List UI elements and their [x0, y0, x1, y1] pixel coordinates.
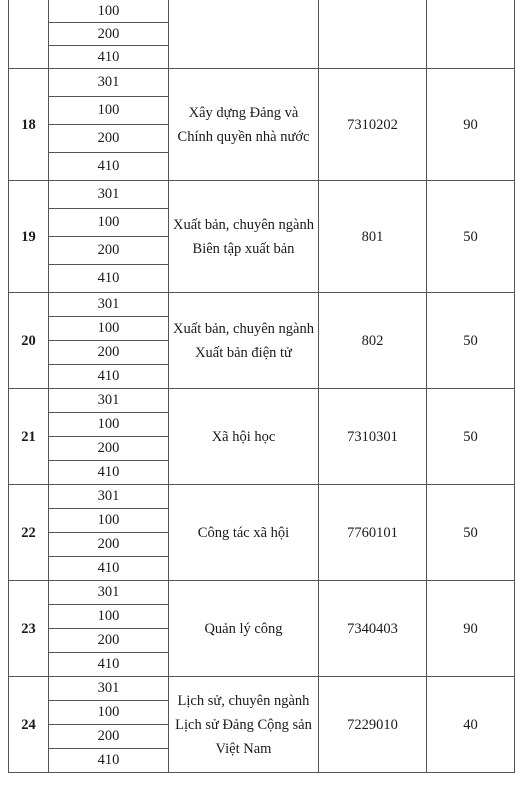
- quota-cell: 90: [427, 69, 515, 181]
- subject-code-cell: 301: [49, 181, 169, 209]
- index-cell: [9, 0, 49, 69]
- program-code-cell: 7229010: [319, 677, 427, 773]
- index-cell: 19: [9, 181, 49, 293]
- subject-code-cell: 100: [49, 0, 169, 23]
- subject-code-cell: 100: [49, 605, 169, 629]
- subject-code-cell: 200: [49, 237, 169, 265]
- program-code-cell: 7310202: [319, 69, 427, 181]
- subject-code-cell: 410: [49, 365, 169, 389]
- subject-code-cell: 200: [49, 341, 169, 365]
- index-cell: 22: [9, 485, 49, 581]
- table-row: [9, 69, 515, 97]
- subject-code-cell: 410: [49, 265, 169, 293]
- subject-code-cell: 410: [49, 557, 169, 581]
- quota-cell: 50: [427, 181, 515, 293]
- subject-code-cell: 410: [49, 46, 169, 69]
- table-row: [9, 581, 515, 605]
- subject-code-cell: 100: [49, 413, 169, 437]
- quota-cell: 50: [427, 389, 515, 485]
- major-cell: [169, 0, 319, 69]
- subject-code-cell: 301: [49, 581, 169, 605]
- table-row: [9, 677, 515, 701]
- major-cell: Xuất bản, chuyên ngành Biên tập xuất bản: [169, 181, 319, 293]
- subject-code-cell: 301: [49, 485, 169, 509]
- subject-code-cell: 100: [49, 209, 169, 237]
- index-cell: 20: [9, 293, 49, 389]
- quota-cell: 50: [427, 293, 515, 389]
- subject-code-cell: 200: [49, 533, 169, 557]
- subject-code-cell: 301: [49, 293, 169, 317]
- major-cell: Quản lý công: [169, 581, 319, 677]
- major-cell: Xây dựng Đảng và Chính quyền nhà nước: [169, 69, 319, 181]
- index-cell: 24: [9, 677, 49, 773]
- subject-code-cell: 100: [49, 97, 169, 125]
- table-row: [9, 293, 515, 317]
- quota-cell: 40: [427, 677, 515, 773]
- subject-code-cell: 301: [49, 677, 169, 701]
- subject-code-cell: 301: [49, 69, 169, 97]
- index-cell: 21: [9, 389, 49, 485]
- program-code-cell: [319, 0, 427, 69]
- table-row: [9, 389, 515, 413]
- program-code-cell: 7340403: [319, 581, 427, 677]
- table-row: [9, 181, 515, 209]
- subject-code-cell: 410: [49, 153, 169, 181]
- subject-code-cell: 100: [49, 317, 169, 341]
- admissions-table-body: [9, 0, 515, 773]
- index-cell: 18: [9, 69, 49, 181]
- admissions-table: [8, 0, 515, 773]
- subject-code-cell: 100: [49, 509, 169, 533]
- subject-code-cell: 410: [49, 461, 169, 485]
- subject-code-cell: 200: [49, 629, 169, 653]
- program-code-cell: 7760101: [319, 485, 427, 581]
- program-code-cell: 802: [319, 293, 427, 389]
- major-cell: Lịch sử, chuyên ngành Lịch sử Đảng Cộng sản Việt Nam: [169, 677, 319, 773]
- subject-code-cell: 410: [49, 653, 169, 677]
- major-cell: Xuất bản, chuyên ngành Xuất bản điện tử: [169, 293, 319, 389]
- table-row: [9, 485, 515, 509]
- subject-code-cell: 200: [49, 125, 169, 153]
- program-code-cell: 801: [319, 181, 427, 293]
- major-cell: Xã hội học: [169, 389, 319, 485]
- quota-cell: 50: [427, 485, 515, 581]
- subject-code-cell: 100: [49, 701, 169, 725]
- subject-code-cell: 301: [49, 389, 169, 413]
- subject-code-cell: 200: [49, 437, 169, 461]
- program-code-cell: 7310301: [319, 389, 427, 485]
- subject-code-cell: 200: [49, 725, 169, 749]
- subject-code-cell: 410: [49, 749, 169, 773]
- quota-cell: 90: [427, 581, 515, 677]
- subject-code-cell: 200: [49, 23, 169, 46]
- table-row: [9, 0, 515, 23]
- index-cell: 23: [9, 581, 49, 677]
- major-cell: Công tác xã hội: [169, 485, 319, 581]
- quota-cell: [427, 0, 515, 69]
